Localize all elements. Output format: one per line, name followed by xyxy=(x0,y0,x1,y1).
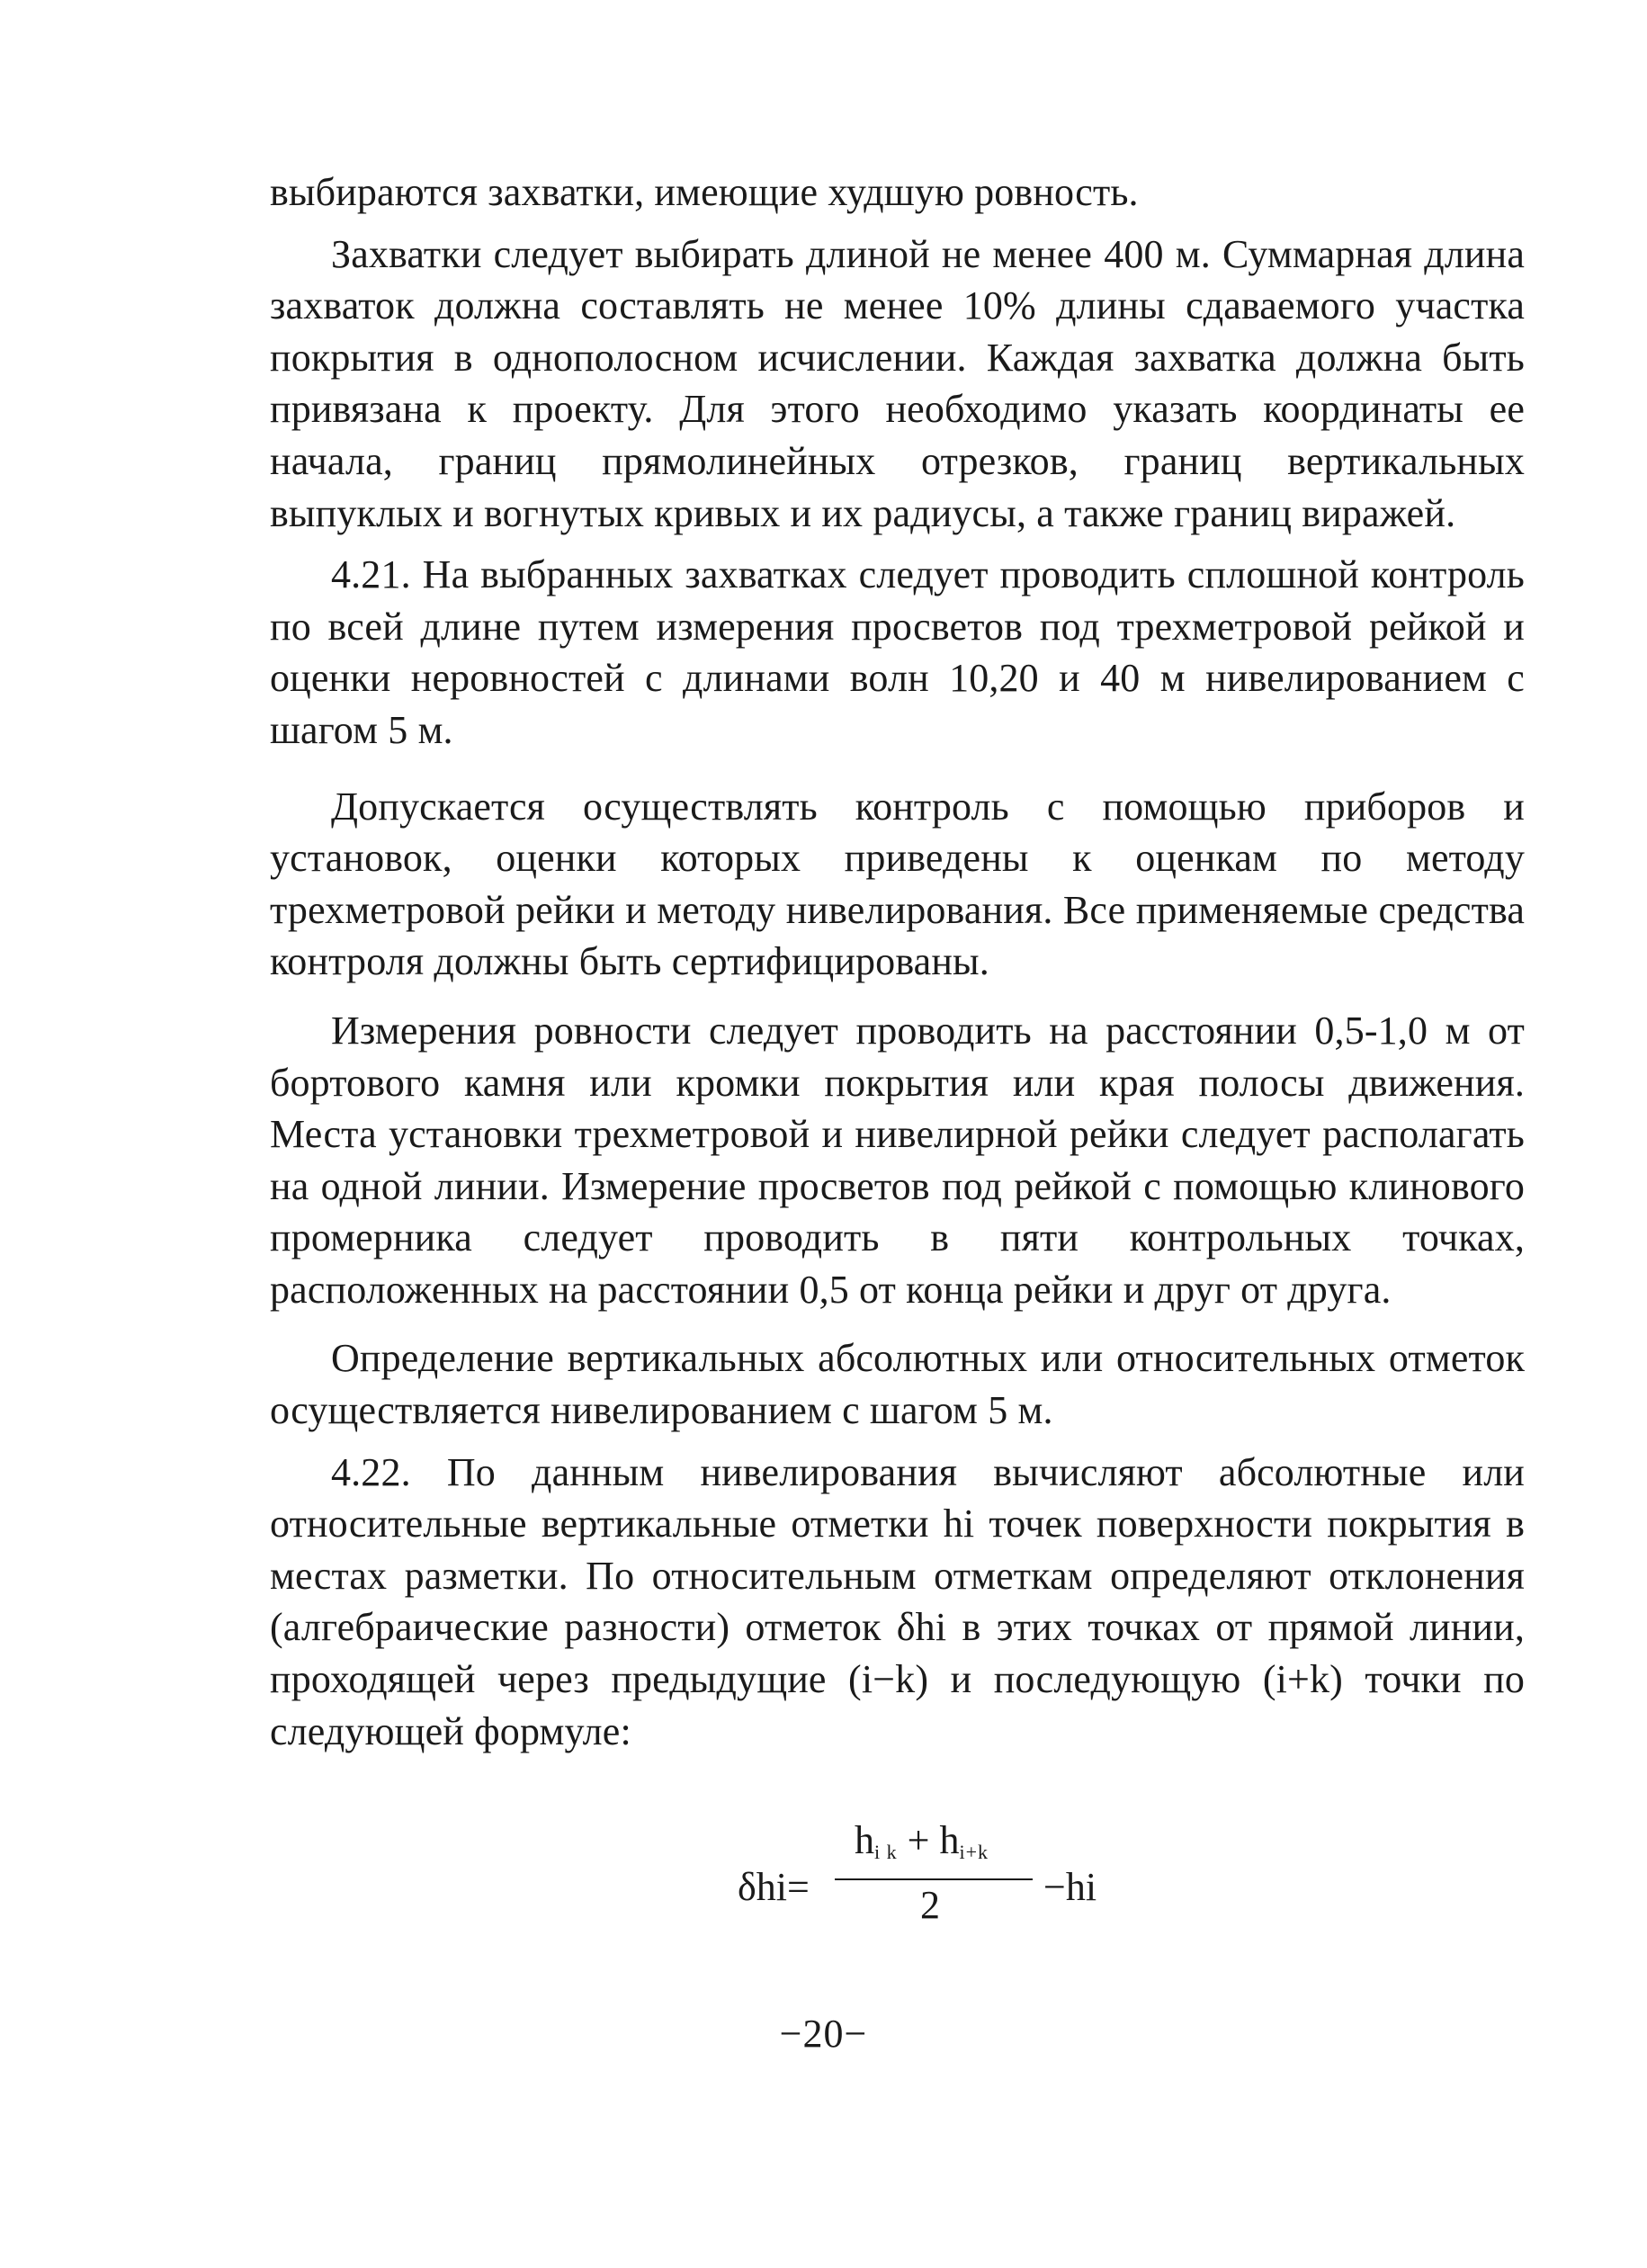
paragraph-levelling: Определение вертикальных абсолютных или относительных отметок осуществляется нивелированием с шагом 5 м. xyxy=(270,1336,1525,1433)
numerator-h-prev: h xyxy=(855,1818,874,1862)
numerator-plus: + xyxy=(897,1818,940,1862)
formula-fraction xyxy=(835,1808,1033,1925)
numerator-sub-prev: i k xyxy=(874,1841,898,1863)
paragraph-4-21: 4.21. На выбранных захватках следует проводить сплошной контроль по всей длине путем измерения просветов под трехметровой рейкой и оценки неровностей с длинами волн 10,20 и 40 м нивелированием с шагом 5 м. xyxy=(270,552,1525,752)
numerator-sub-next: i+k xyxy=(959,1841,989,1863)
page-number: −20− xyxy=(779,2012,868,2056)
paragraph-sections-length: Захватки следует выбирать длиной не менее 400 м. Суммарная длина захваток должна составлять не менее 10% длины сдаваемого участка покрытия в однополосном исчислении. Каждая захватка должна быть привязана к проекту. Для этого необходимо указать координаты ее начала, границ прямолинейных отрезков, границ вертикальных выпуклых и вогнутых кривых и их радиусы, а также границ виражей. xyxy=(270,231,1525,535)
fraction-bar xyxy=(835,1878,1033,1880)
paragraph-measurement: Измерения ровности следует проводить на расстоянии 0,5-1,0 м от бортового камня или кромки покрытия или края полосы движения. Места установки трехметровой и нивелирной рейки следует располагать на одной линии. Измерение просветов под рейкой с помощью клинового промерника следует проводить в пяти контрольных точках, расположенных на расстоянии 0,5 от конца рейки и друг от друга. xyxy=(270,1008,1525,1312)
numerator-h-next: h xyxy=(939,1818,960,1862)
formula-lhs: δhi= xyxy=(738,1865,810,1909)
formula-rhs: −hi xyxy=(1043,1865,1097,1909)
formula-numerator xyxy=(855,1817,989,1864)
formula-denominator: 2 xyxy=(920,1883,940,1927)
paragraph-instruments: Допускается осуществлять контроль с помощью приборов и установок, оценки которых приведены к оценкам по методу трехметровой рейки и методу нивелирования. Все применяемые средства контроля должны быть сертифицированы. xyxy=(270,784,1525,984)
paragraph-continuation: выбираются захватки, имеющие худшую ровность. xyxy=(270,170,1139,214)
body-text xyxy=(270,166,1525,1757)
deviation-formula xyxy=(738,1808,1205,1934)
paragraph-4-22: 4.22. По данным нивелирования вычисляют абсолютные или относительные вертикальные отметки hi точек поверхности покрытия в местах разметки. По относительным отметкам определяют отклонения (алгебраические разности) отметок δhi в этих точках от прямой линии, проходящей через предыдущие (i−k) и последующую (i+k) точки по следующей формуле: xyxy=(270,1449,1525,1753)
